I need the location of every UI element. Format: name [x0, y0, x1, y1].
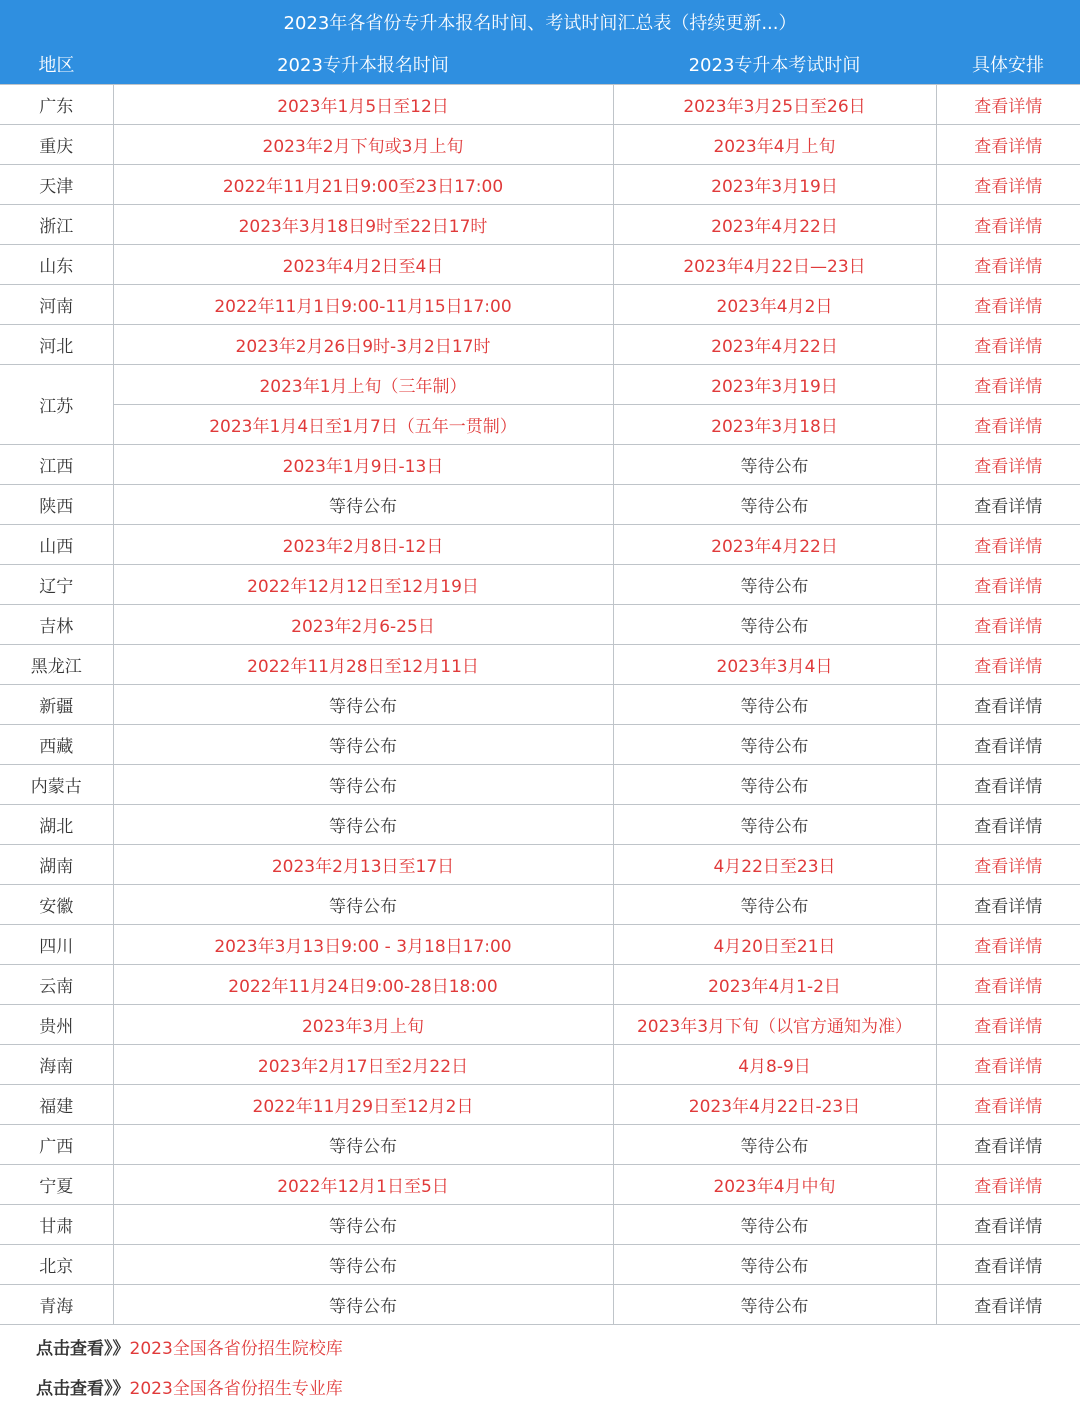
registration-time-cell: 2022年11月1日9:00-11月15日17:00 [113, 285, 613, 325]
view-details-link[interactable]: 查看详情 [936, 965, 1080, 1005]
view-details-link[interactable]: 查看详情 [936, 1045, 1080, 1085]
view-details-link[interactable]: 查看详情 [936, 1085, 1080, 1125]
view-details-link[interactable]: 查看详情 [936, 885, 1080, 925]
view-details-link[interactable]: 查看详情 [936, 445, 1080, 485]
registration-time-cell: 等待公布 [113, 805, 613, 845]
table-row [0, 445, 1080, 485]
exam-time-cell: 2023年4月22日—23日 [613, 245, 936, 285]
exam-time-cell: 4月20日至21日 [613, 925, 936, 965]
region-cell: 广东 [0, 85, 113, 125]
registration-time-cell: 2022年11月29日至12月2日 [113, 1085, 613, 1125]
region-cell: 云南 [0, 965, 113, 1005]
exam-time-cell: 2023年3月25日至26日 [613, 85, 936, 125]
table-row [0, 1005, 1080, 1045]
table-row [0, 525, 1080, 565]
exam-time-cell: 等待公布 [613, 445, 936, 485]
registration-time-cell: 2022年12月12日至12月19日 [113, 565, 613, 605]
registration-time-cell: 等待公布 [113, 885, 613, 925]
header-details: 具体安排 [936, 44, 1080, 85]
view-details-link[interactable]: 查看详情 [936, 205, 1080, 245]
view-details-link[interactable]: 查看详情 [936, 685, 1080, 725]
region-cell: 北京 [0, 1245, 113, 1285]
footer-prefix: 点击查看》》 [36, 1339, 130, 1359]
view-details-link[interactable]: 查看详情 [936, 1205, 1080, 1245]
exam-time-cell: 等待公布 [613, 765, 936, 805]
table-row [0, 1165, 1080, 1205]
exam-time-cell: 2023年4月22日 [613, 325, 936, 365]
registration-time-cell: 2023年2月6-25日 [113, 605, 613, 645]
table-title: 2023年各省份专升本报名时间、考试时间汇总表（持续更新...） [0, 0, 1080, 44]
exam-time-cell: 等待公布 [613, 805, 936, 845]
registration-time-cell: 2023年3月13日9:00 - 3月18日17:00 [113, 925, 613, 965]
exam-time-cell: 等待公布 [613, 605, 936, 645]
registration-time-cell: 等待公布 [113, 725, 613, 765]
registration-time-cell: 2023年2月13日至17日 [113, 845, 613, 885]
view-details-link[interactable]: 查看详情 [936, 1165, 1080, 1205]
registration-time-cell: 2022年11月21日9:00至23日17:00 [113, 165, 613, 205]
exam-time-cell: 等待公布 [613, 565, 936, 605]
table-row [0, 645, 1080, 685]
table-row [0, 1045, 1080, 1085]
registration-time-cell: 2023年2月26日9时-3月2日17时 [113, 325, 613, 365]
exam-time-cell: 2023年4月2日 [613, 285, 936, 325]
region-cell: 黑龙江 [0, 645, 113, 685]
exam-time-cell: 2023年4月22日 [613, 205, 936, 245]
view-details-link[interactable]: 查看详情 [936, 1245, 1080, 1285]
region-cell: 辽宁 [0, 565, 113, 605]
table-row [0, 805, 1080, 845]
table-row [0, 565, 1080, 605]
table-row [0, 1205, 1080, 1245]
table-body [0, 85, 1080, 1325]
view-details-link[interactable]: 查看详情 [936, 1125, 1080, 1165]
table-row [0, 165, 1080, 205]
region-cell: 吉林 [0, 605, 113, 645]
region-cell: 重庆 [0, 125, 113, 165]
table-row [0, 605, 1080, 645]
table-row [0, 685, 1080, 725]
table-row [0, 285, 1080, 325]
registration-time-cell: 2022年12月1日至5日 [113, 1165, 613, 1205]
registration-time-cell: 等待公布 [113, 1125, 613, 1165]
registration-time-cell: 2023年1月上旬（三年制） [113, 365, 613, 405]
view-details-link[interactable]: 查看详情 [936, 805, 1080, 845]
region-cell: 青海 [0, 1285, 113, 1325]
region-cell: 新疆 [0, 685, 113, 725]
registration-time-cell: 等待公布 [113, 1245, 613, 1285]
view-details-link[interactable]: 查看详情 [936, 725, 1080, 765]
view-details-link[interactable]: 查看详情 [936, 845, 1080, 885]
table-row [0, 765, 1080, 805]
region-cell: 陕西 [0, 485, 113, 525]
header-exam-time: 2023专升本考试时间 [613, 44, 936, 85]
region-cell: 四川 [0, 925, 113, 965]
table-row [0, 365, 1080, 405]
view-details-link[interactable]: 查看详情 [936, 365, 1080, 405]
region-cell: 河南 [0, 285, 113, 325]
table-row [0, 245, 1080, 285]
registration-time-cell: 2023年3月上旬 [113, 1005, 613, 1045]
registration-time-cell: 等待公布 [113, 685, 613, 725]
registration-time-cell: 等待公布 [113, 1205, 613, 1245]
region-cell: 湖南 [0, 845, 113, 885]
exam-time-cell: 2023年4月22日-23日 [613, 1085, 936, 1125]
registration-time-cell: 2023年2月下旬或3月上旬 [113, 125, 613, 165]
region-cell: 西藏 [0, 725, 113, 765]
view-details-link[interactable]: 查看详情 [936, 285, 1080, 325]
table-header-row [0, 44, 1080, 85]
exam-time-cell: 等待公布 [613, 1245, 936, 1285]
table-row [0, 1285, 1080, 1325]
region-cell: 江西 [0, 445, 113, 485]
exam-time-cell: 2023年3月18日 [613, 405, 936, 445]
view-details-link[interactable]: 查看详情 [936, 565, 1080, 605]
table-row [0, 725, 1080, 765]
table-row [0, 845, 1080, 885]
table-row [0, 1245, 1080, 1285]
table-row [0, 1125, 1080, 1165]
view-details-link[interactable]: 查看详情 [936, 485, 1080, 525]
table-row [0, 885, 1080, 925]
view-details-link[interactable]: 查看详情 [936, 605, 1080, 645]
footer-prefix: 点击查看》》 [36, 1379, 130, 1399]
table-row [0, 965, 1080, 1005]
schools-link[interactable]: 2023全国各省份招生院校库 [129, 1339, 343, 1359]
header-region: 地区 [0, 44, 113, 85]
exam-time-cell: 等待公布 [613, 485, 936, 525]
registration-time-cell: 等待公布 [113, 485, 613, 525]
view-details-link[interactable]: 查看详情 [936, 765, 1080, 805]
registration-time-cell: 2023年1月9日-13日 [113, 445, 613, 485]
region-cell: 河北 [0, 325, 113, 365]
exam-time-cell: 等待公布 [613, 1205, 936, 1245]
view-details-link[interactable]: 查看详情 [936, 1005, 1080, 1045]
footer-line-majors [36, 1373, 1080, 1413]
exam-time-cell: 2023年4月上旬 [613, 125, 936, 165]
exam-time-cell: 2023年4月中旬 [613, 1165, 936, 1205]
region-cell: 山东 [0, 245, 113, 285]
region-cell: 福建 [0, 1085, 113, 1125]
registration-time-cell: 2022年11月24日9:00-28日18:00 [113, 965, 613, 1005]
exam-time-cell: 等待公布 [613, 1285, 936, 1325]
exam-time-cell: 等待公布 [613, 1125, 936, 1165]
region-cell: 甘肃 [0, 1205, 113, 1245]
table-row [0, 85, 1080, 125]
region-cell: 内蒙古 [0, 765, 113, 805]
registration-time-cell: 2023年1月5日至12日 [113, 85, 613, 125]
view-details-link[interactable]: 查看详情 [936, 125, 1080, 165]
table-row [0, 925, 1080, 965]
registration-time-cell: 等待公布 [113, 1285, 613, 1325]
table-row [0, 205, 1080, 245]
header-registration-time: 2023专升本报名时间 [113, 44, 613, 85]
registration-time-cell: 2023年1月4日至1月7日（五年一贯制） [113, 405, 613, 445]
exam-time-cell: 等待公布 [613, 725, 936, 765]
exam-time-cell: 等待公布 [613, 685, 936, 725]
region-cell: 贵州 [0, 1005, 113, 1045]
view-details-link[interactable]: 查看详情 [936, 645, 1080, 685]
registration-time-cell: 2023年4月2日至4日 [113, 245, 613, 285]
view-details-link[interactable]: 查看详情 [936, 525, 1080, 565]
exam-time-cell: 2023年3月下旬（以官方通知为准） [613, 1005, 936, 1045]
table-row [0, 325, 1080, 365]
table-title-row [0, 0, 1080, 44]
region-cell: 海南 [0, 1045, 113, 1085]
exam-time-cell: 2023年4月1-2日 [613, 965, 936, 1005]
region-cell: 江苏 [0, 365, 113, 445]
region-cell: 安徽 [0, 885, 113, 925]
view-details-link[interactable]: 查看详情 [936, 165, 1080, 205]
table-row [0, 125, 1080, 165]
registration-time-cell: 2023年2月8日-12日 [113, 525, 613, 565]
region-cell: 广西 [0, 1125, 113, 1165]
exam-time-cell: 2023年3月19日 [613, 365, 936, 405]
footer-links [0, 1325, 1080, 1413]
view-details-link[interactable]: 查看详情 [936, 325, 1080, 365]
table-row [0, 405, 1080, 445]
table-row [0, 485, 1080, 525]
footer-line-schools [36, 1333, 1080, 1373]
exam-time-cell: 等待公布 [613, 885, 936, 925]
exam-time-cell: 4月8-9日 [613, 1045, 936, 1085]
region-cell: 宁夏 [0, 1165, 113, 1205]
registration-time-cell: 2023年3月18日9时至22日17时 [113, 205, 613, 245]
view-details-link[interactable]: 查看详情 [936, 1285, 1080, 1325]
view-details-link[interactable]: 查看详情 [936, 245, 1080, 285]
majors-link[interactable]: 2023全国各省份招生专业库 [129, 1379, 343, 1399]
exam-time-cell: 2023年3月19日 [613, 165, 936, 205]
region-cell: 山西 [0, 525, 113, 565]
exam-time-cell: 2023年4月22日 [613, 525, 936, 565]
registration-time-cell: 2022年11月28日至12月11日 [113, 645, 613, 685]
registration-time-cell: 等待公布 [113, 765, 613, 805]
view-details-link[interactable]: 查看详情 [936, 85, 1080, 125]
view-details-link[interactable]: 查看详情 [936, 405, 1080, 445]
registration-time-cell: 2023年2月17日至2月22日 [113, 1045, 613, 1085]
table-row [0, 1085, 1080, 1125]
exam-time-cell: 4月22日至23日 [613, 845, 936, 885]
exam-time-cell: 2023年3月4日 [613, 645, 936, 685]
region-cell: 湖北 [0, 805, 113, 845]
region-cell: 天津 [0, 165, 113, 205]
view-details-link[interactable]: 查看详情 [936, 925, 1080, 965]
region-cell: 浙江 [0, 205, 113, 245]
